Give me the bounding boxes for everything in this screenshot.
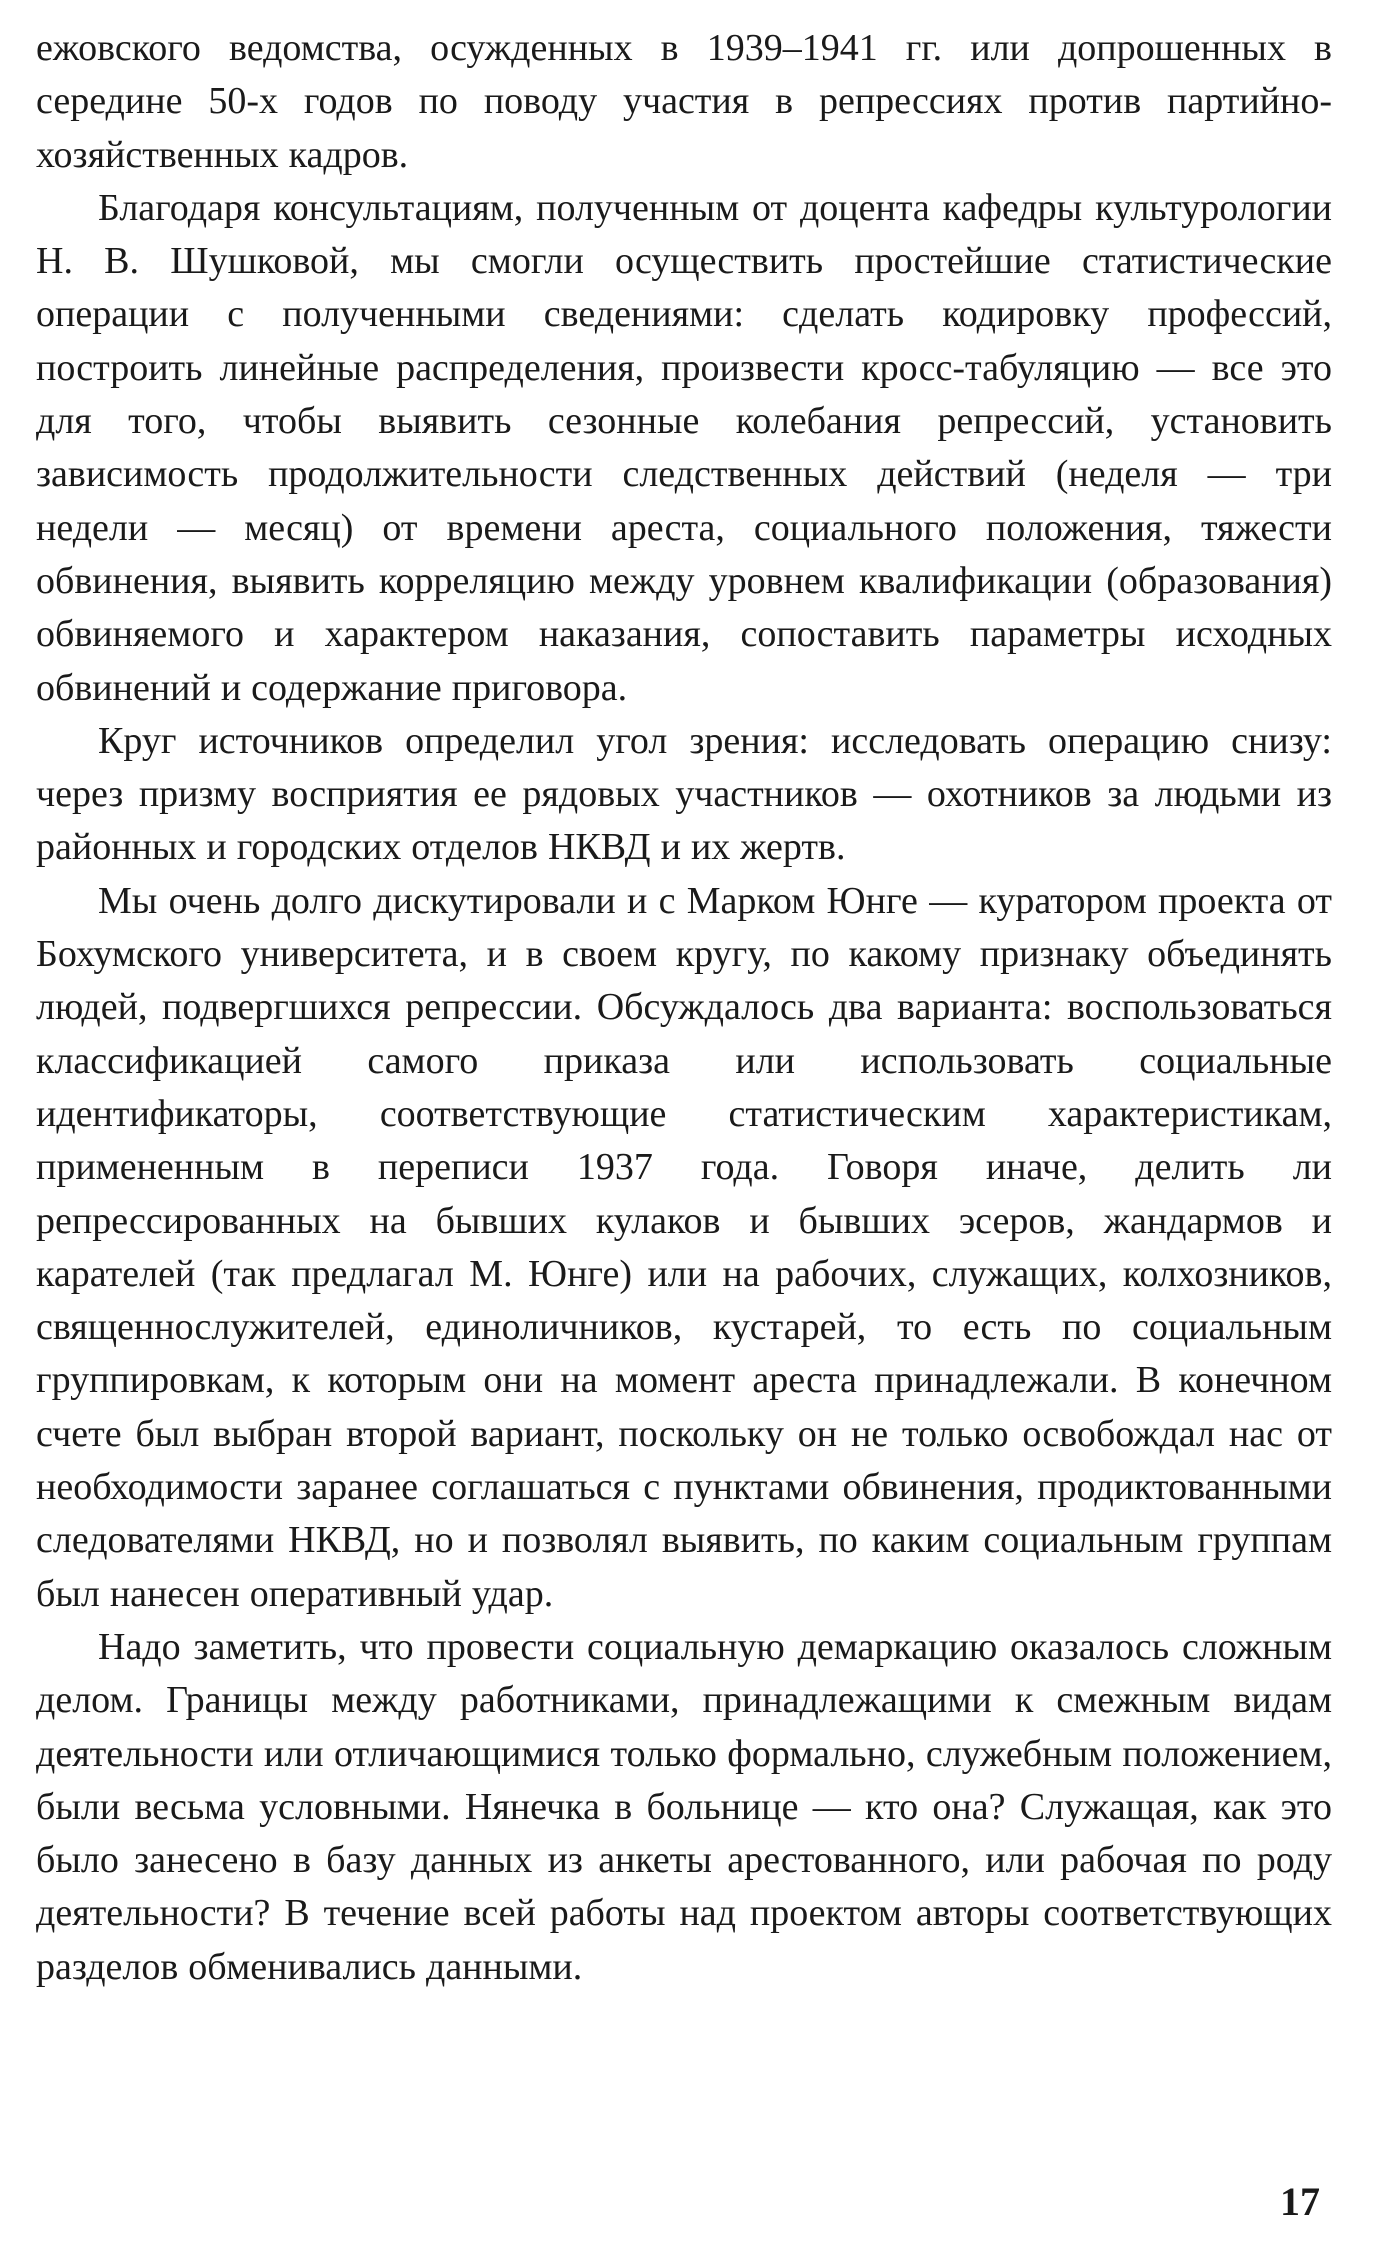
paragraph-sources: Круг источников определил угол зрения: исследовать операцию снизу: через призму восприятия ее рядовых участников — охотников за людьми из районных и городских отделов НКВД и их жертв.: [36, 719, 1332, 869]
paragraph-consultations: Благодаря консультациям, полученным от доцента кафедры культурологии Н. В. Шушковой, мы смогли осуществить простейшие статистические операции с полученными сведениями: сделать кодировку профессий, построить линейные распределения, произвести кросс-табуляцию — все это для того, чтобы выявить сезонные колебания репрессий, установить зависимость продолжительности следственных действий (неделя — три недели — месяц) от времени ареста, социального положения, тяжести обвинения, выявить корреляцию между уровнем квалификации (образования) обвиняемого и характером наказания, сопоставить параметры исходных обвинений и содержание приговора.: [36, 186, 1332, 709]
page-body: [36, 22, 1332, 1994]
paragraph-demarcation: Надо заметить, что провести социальную демаркацию оказалось сложным делом. Границы между работниками, принадлежащими к смежным видам деятельности или отличающимися только формально, служебным положением, были весьма условными. Нянечка в больнице — кто она? Служащая, как это было занесено в базу данных из анкеты арестованного, или рабочая по роду деятельности? В течение всей работы над проектом авторы соответствующих разделов обменивались данными.: [36, 1625, 1332, 1988]
page-number: 17: [1280, 2179, 1320, 2224]
paragraph-discussion: Мы очень долго дискутировали и с Марком Юнге — куратором проекта от Бохумского университета, и в своем кругу, по какому признаку объединять людей, подвергшихся репрессии. Обсуждалось два варианта: воспользоваться классификацией самого приказа или использовать социальные идентификаторы, соответствующие статистическим характеристикам, примененным в переписи 1937 года. Говоря иначе, делить ли репрессированных на бывших кулаков и бывших эсеров, жандармов и карателей (так предлагал М. Юнге) или на рабочих, служащих, колхозников, священнослужителей, единоличников, кустарей, то есть по социальным группировкам, к которым они на момент ареста принадлежали. В конечном счете был выбран второй вариант, поскольку он не только освобождал нас от необходимости заранее соглашаться с пунктами обвинения, продиктованными следователями НКВД, но и позволял выявить, по каким социальным группам был нанесен оперативный удар.: [36, 879, 1332, 1615]
paragraph-continuation: ежовского ведомства, осужденных в 1939–1941 гг. или допрошенных в середине 50-х годов по поводу участия в репрессиях против партийно-хозяйственных кадров.: [36, 27, 1332, 176]
